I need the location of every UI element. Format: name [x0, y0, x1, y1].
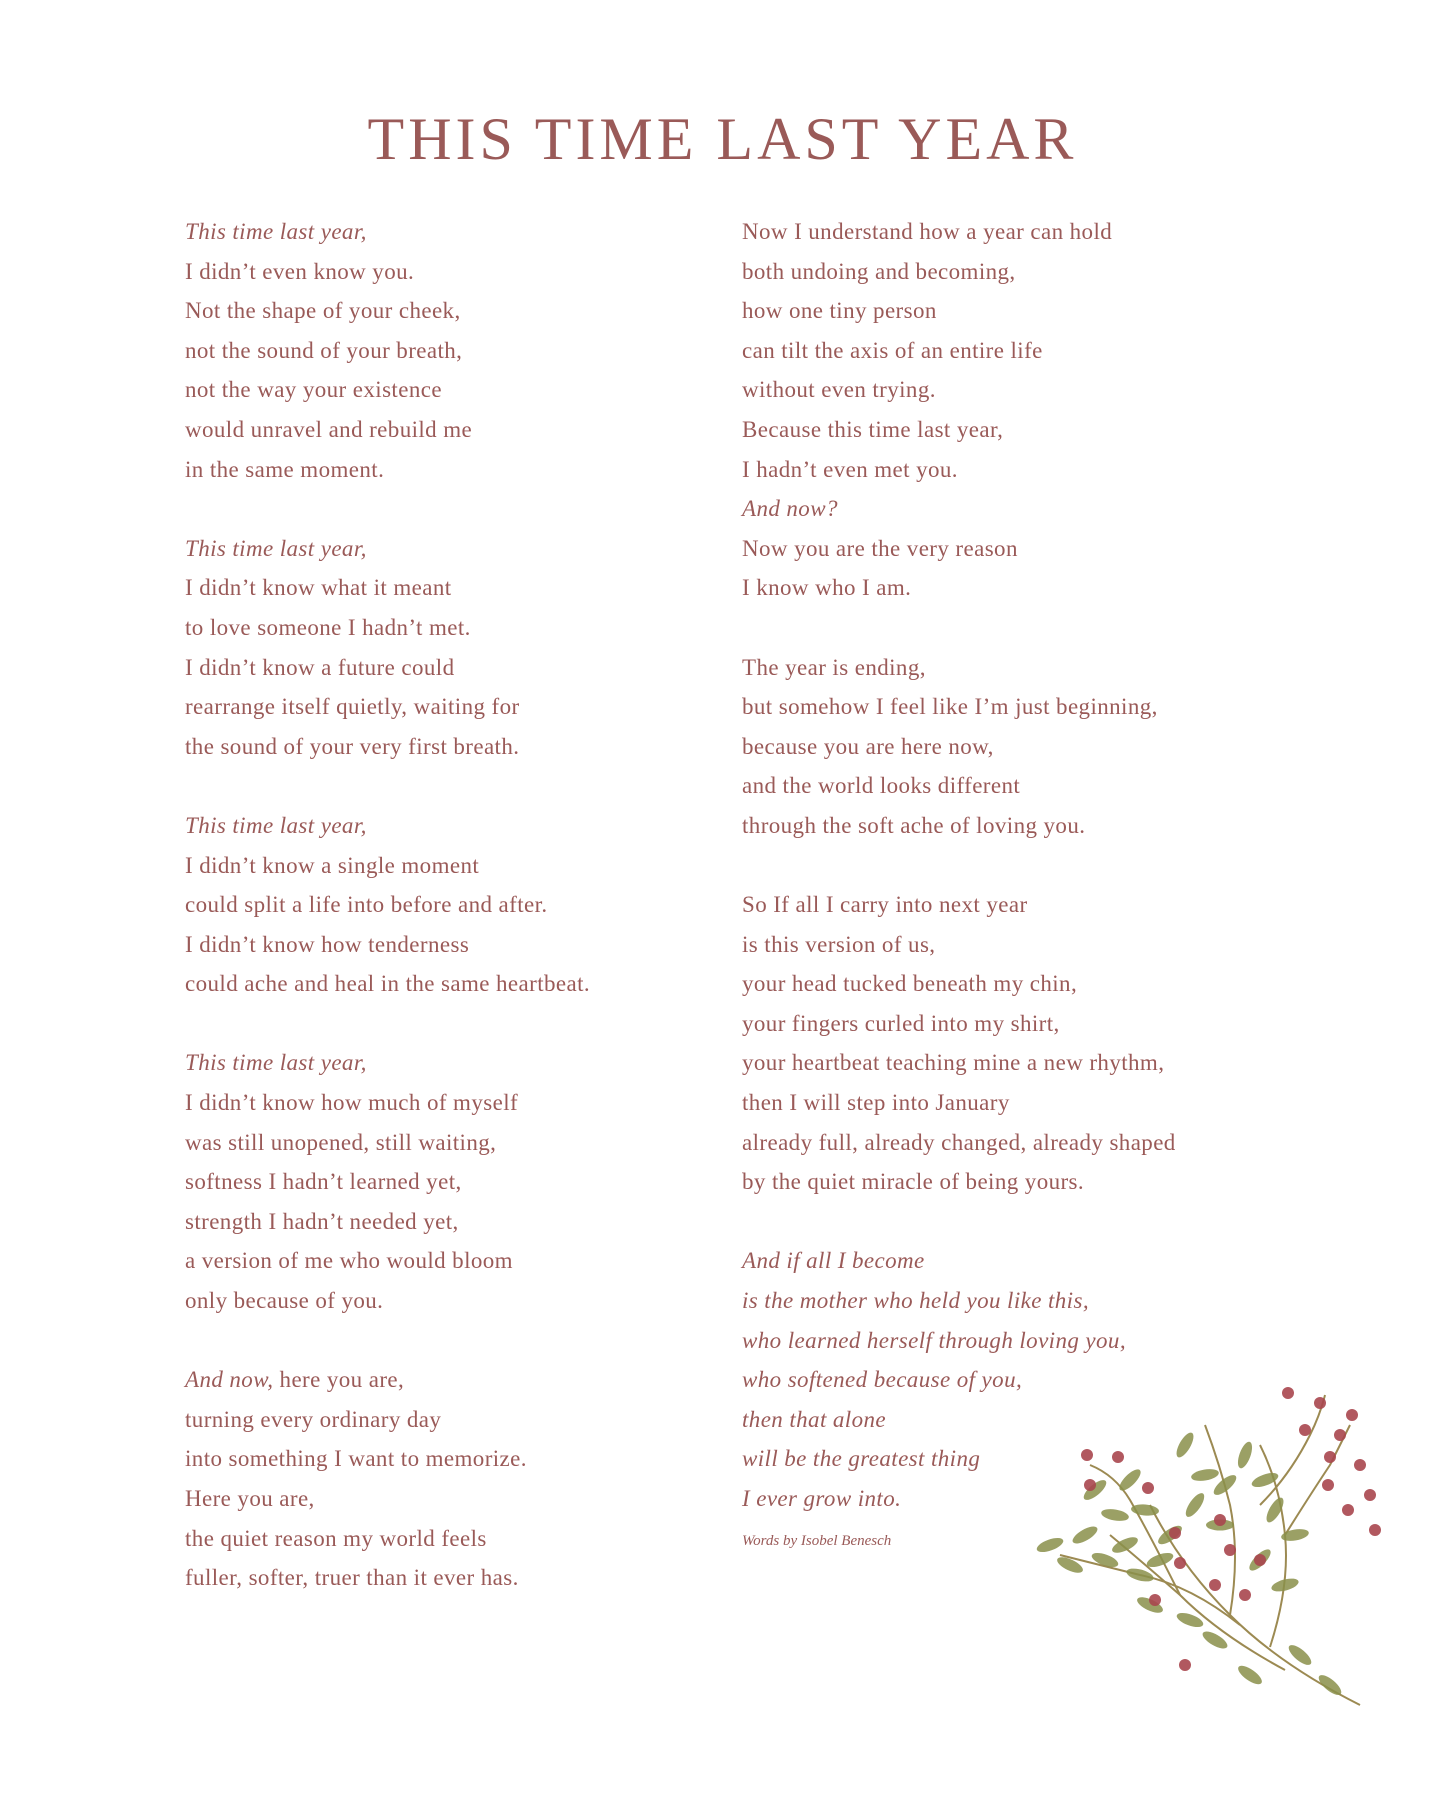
- poem-line: is this version of us,: [742, 931, 936, 957]
- poem-line: rearrange itself quietly, waiting for: [185, 694, 520, 720]
- berry-dot: [1314, 1397, 1326, 1409]
- poem-line: softness I hadn’t learned yet,: [185, 1169, 462, 1195]
- poem-line: is the mother who held you like this,: [742, 1288, 1089, 1314]
- leaf-shape: [1173, 1430, 1197, 1460]
- leaf-shape: [1235, 1440, 1255, 1470]
- poem-right-column: [742, 212, 1262, 1550]
- stanza: [185, 1360, 705, 1598]
- poem-line: who softened because of you,: [742, 1367, 1023, 1393]
- poem-line: I ever grow into.: [742, 1486, 902, 1511]
- poem-line: but somehow I feel like I’m just beginning,: [742, 694, 1158, 720]
- berry-dot: [1282, 1387, 1294, 1399]
- poem-line: was still unopened, still waiting,: [185, 1129, 497, 1155]
- poem-line: The year is ending,: [742, 654, 926, 680]
- poem-line: could ache and heal in the same heartbeat.: [185, 971, 591, 997]
- poem-line: through the soft ache of loving you.: [742, 812, 1086, 838]
- leaf-shape: [1100, 1507, 1129, 1523]
- poem-line: I know who I am.: [742, 575, 912, 601]
- poem-line: into something I want to memorize.: [185, 1446, 527, 1472]
- berry-dot: [1214, 1514, 1226, 1526]
- stanza: [742, 212, 1262, 608]
- poem-line: your head tucked beneath my chin,: [742, 971, 1078, 997]
- poem-line: I didn’t know how tenderness: [185, 931, 470, 957]
- poem-line: Because this time last year,: [742, 416, 1004, 442]
- poem-line-lead: And now,: [185, 1367, 274, 1393]
- poem-line: without even trying.: [742, 377, 936, 403]
- poem-line: not the sound of your breath,: [185, 337, 463, 363]
- poem-line: to love someone I hadn’t met.: [185, 614, 471, 640]
- poem-line: then I will step into January: [742, 1090, 1010, 1116]
- leaf-shape: [1190, 1467, 1219, 1483]
- poem-line: And now?: [742, 496, 838, 522]
- sprig-stem: [1285, 1425, 1350, 1535]
- poem-line: strength I hadn’t needed yet,: [185, 1208, 459, 1234]
- poem-line: And if all I become: [742, 1248, 925, 1274]
- poem-line: I hadn’t even met you.: [742, 456, 958, 482]
- leaf-shape: [1145, 1550, 1175, 1570]
- berry-dot: [1254, 1554, 1266, 1566]
- poem-line: turning every ordinary day: [185, 1406, 442, 1432]
- poem-line: already full, already changed, already shaped: [742, 1129, 1176, 1155]
- berry-dot: [1369, 1524, 1381, 1536]
- poem-line: This time last year,: [185, 535, 367, 561]
- poem-line: I didn’t know a single moment: [185, 852, 480, 878]
- poem-line: not the way your existence: [185, 377, 442, 403]
- berry-dot: [1209, 1579, 1221, 1591]
- berry-dot: [1239, 1589, 1251, 1601]
- poem-line: only because of you.: [185, 1288, 384, 1314]
- poem-line: Now I understand how a year can hold: [742, 219, 1113, 244]
- poem-line: I didn’t know a future could: [185, 654, 455, 680]
- berry-dot: [1142, 1482, 1154, 1494]
- berry-dot: [1179, 1659, 1191, 1671]
- poem-line: I didn’t know what it meant: [185, 575, 452, 601]
- leaf-shape: [1235, 1662, 1264, 1687]
- leaf-shape: [1070, 1523, 1100, 1547]
- poem-title: THIS TIME LAST YEAR: [367, 106, 1078, 172]
- berry-dot: [1084, 1479, 1096, 1491]
- stanza: [185, 529, 705, 767]
- poem-line: This time last year,: [185, 1050, 367, 1076]
- poem-line: I didn’t even know you.: [185, 258, 415, 284]
- leaf-shape: [1035, 1535, 1065, 1555]
- poem-line: Here you are,: [185, 1486, 315, 1511]
- leaf-shape: [1081, 1477, 1110, 1503]
- berry-dot: [1342, 1504, 1354, 1516]
- berry-dot: [1224, 1544, 1236, 1556]
- leaf-shape: [1200, 1628, 1230, 1652]
- leaf-shape: [1116, 1466, 1144, 1494]
- poem-line: the sound of your very first breath.: [185, 733, 520, 759]
- poem-line: the quiet reason my world feels: [185, 1525, 487, 1551]
- stanza: [742, 885, 1262, 1202]
- poem-line: a version of me who would bloom: [185, 1248, 513, 1274]
- poem-left-column: [185, 212, 705, 1637]
- berry-dot: [1112, 1451, 1124, 1463]
- poem-line: will be the greatest thing: [742, 1446, 981, 1472]
- berry-dot: [1324, 1451, 1336, 1463]
- poem-line-rest: here you are,: [273, 1367, 405, 1393]
- stanza: [185, 212, 705, 489]
- leaf-shape: [1182, 1490, 1207, 1519]
- berry-dot: [1081, 1449, 1093, 1461]
- poem-line: who learned herself through loving you,: [742, 1327, 1126, 1353]
- leaf-shape: [1110, 1534, 1140, 1556]
- poem-line: Not the shape of your cheek,: [185, 298, 461, 324]
- poem-line: This time last year,: [185, 219, 367, 244]
- stanza: [742, 648, 1262, 846]
- stanza: [185, 1043, 705, 1320]
- poem-line: both undoing and becoming,: [742, 258, 1016, 284]
- berry-dot: [1346, 1409, 1358, 1421]
- berry-dot: [1169, 1527, 1181, 1539]
- leaf-shape: [1316, 1672, 1345, 1698]
- poem-line: would unravel and rebuild me: [185, 416, 473, 442]
- poem-line: then that alone: [742, 1406, 886, 1432]
- poem-line: by the quiet miracle of being yours.: [742, 1169, 1085, 1195]
- poem-line: could split a life into before and after.: [185, 892, 548, 918]
- berry-dot: [1354, 1459, 1366, 1471]
- berry-dot: [1334, 1429, 1346, 1441]
- poem-line: your fingers curled into my shirt,: [742, 1010, 1060, 1036]
- poem-line: because you are here now,: [742, 733, 994, 759]
- poem-line: fuller, softer, truer than it ever has.: [185, 1565, 519, 1591]
- poem-line: So If all I carry into next year: [742, 892, 1028, 918]
- stanza: [185, 806, 705, 1004]
- berry-dot: [1174, 1557, 1186, 1569]
- poem-line: in the same moment.: [185, 456, 385, 482]
- poem-line: I didn’t know how much of myself: [185, 1090, 519, 1116]
- poem-line: Now you are the very reason: [742, 535, 1018, 561]
- berry-dot: [1149, 1594, 1161, 1606]
- berry-dot: [1299, 1424, 1311, 1436]
- poem-line: [185, 1360, 705, 1400]
- berry-dot: [1322, 1479, 1334, 1491]
- botanical-sprig-illustration: [1030, 1385, 1390, 1715]
- author-credit: Words by Isobel Benesch: [742, 1532, 892, 1549]
- poem-line: how one tiny person: [742, 298, 937, 324]
- poem-line: your heartbeat teaching mine a new rhythm,: [742, 1050, 1165, 1076]
- poem-line: can tilt the axis of an entire life: [742, 337, 1043, 363]
- poem-line: This time last year,: [185, 812, 367, 838]
- berry-dot: [1364, 1489, 1376, 1501]
- poem-line: and the world looks different: [742, 773, 1021, 799]
